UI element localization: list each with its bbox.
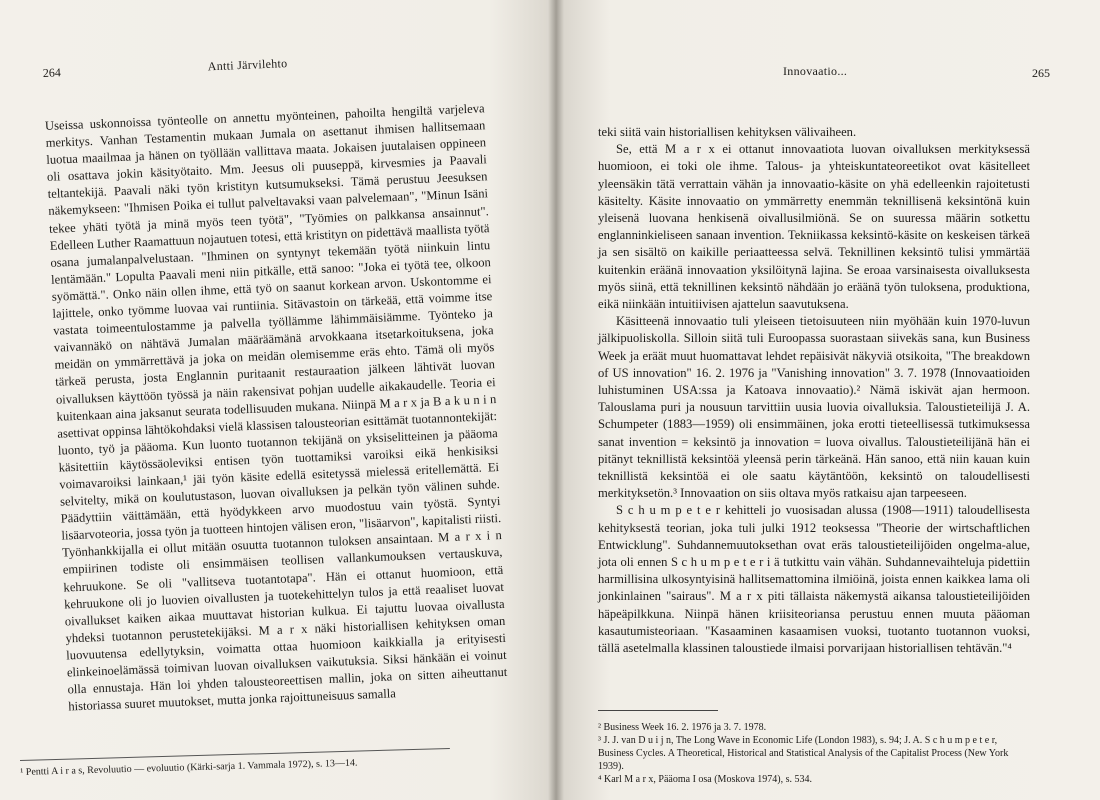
left-page-content — [42, 34, 508, 715]
left-footnote: ¹ Pentti A i r a s, Revoluutio — evoluutio (Kärki-sarja 1. Vammala 1972), s. 13—14. — [20, 748, 450, 778]
right-paragraph-2: Se, että M a r x ei ottanut innovaatiota luovan oivalluksen merkityksessä huomioon, ei toki ole ihme. Talous- ja yhteiskuntateoreetikot ovat käsitelleet yleensäkin tätä verrattain vähän ja innovaatio-käsite on yhä edelleenkin rajoitetusti käsitelty. Käsite innovaatio on ymmärretty enemmän teknillisenä keksintönä kuin yleisenä luovana henkisenä oivallusilmiönä. Se on suuressa määrin sotkettu englanninkieliseen sanaan invention. Tekniikassa keksintö-käsite on keskeisen tärkeä ja sen sisältö on kaikille periaatteessa selvä. Teknillinen keksintö tulisi ymmärtää kuitenkin eräänä innovaation yksilöitynä lajina. Se eroaa varsinaisesta oivalluksesta myös siinä, että teknillinen keksintö nähdään jo eräänä työn tuloksena, produktiona, eikä niinkään intuitiivisen ajattelun saavutuksena. — [598, 142, 1030, 312]
footnote-3: ³ J. J. van D u i j n, The Long Wave in Economic Life (London 1983), s. 94; J. A. S c h u m p e t e r, Business Cycles. A Theoretical, Historical and Statistical Analysis of the Capitalist Process (New York 1939). — [598, 735, 1009, 772]
left-body-text — [45, 100, 509, 715]
footnote-rule — [598, 710, 718, 711]
right-paragraph-1: teki siitä vain historiallisen kehityksen välivaiheen. — [598, 125, 857, 139]
right-header-title: Innovaatio... — [783, 64, 848, 78]
footnote-2: ² Business Week 16. 2. 1976 ja 3. 7. 1978. — [598, 722, 767, 733]
right-page — [556, 0, 1100, 800]
left-running-head — [42, 34, 483, 80]
left-paragraph: Useissa uskonnoissa työnteolle on annettu myönteinen, pahoilta hengiltä varjeleva merkitys. Vanhan Testamentin mukaan Jumala on asettanut ihmisen hallitsemaan luotua maailmaa ja hänen on työllään vallittava maata. Jokaisen juutalaisen oppineen oli osattava jokin käsityötaito. Mm. Jeesus oli puuseppä, kirvesmies ja Paavali teltantekijä. Paavali näki työn kristityn kutsumukseksi. Tämä perustuu Jeesuksen näkemykseen: "Ihmisen Poika ei tullut palveltavaksi vaan palvelemaan", "Minun Isäni tekee yhäti työtä ja minä myös teen työtä", "Työmies on palkkansa ansainnut". Edelleen Luther Raamattuun nojautuen totesi, että kristityn on pidettävä maallista työtä osana jumalanpalvelustaan. "Ihminen on syntynyt tekemään työtä niinkuin lintu lentämään." Lopulta Paavali meni niin pitkälle, että sanoo: "Joka ei työtä tee, olkoon syömättä.". Onko näin ollen ihme, että työ on saanut korkean arvon. Uskontomme ei lajittele, onko työmme luovaa vai runtiinia. Sitävastoin on tärkeää, että voimme itse vastata toimeentulostamme ja palvella työllämme lähimmäisiämme. Työnteko ja vaivannäkö on nähtävä Jumalan määräämänä arvokkaana itsetarkoituksena, joka meidän on ymmärrettävä ja joka on meidän olemisemme eräs ehto. Tämä oli myös tärkeä perusta, josta Englannin puritaanit restauraation jälkeen lähtivät luovan oivalluksen käyttöön työssä ja näin rakensivat pohjan uudelle aikakaudelle. Teoria ei kuitenkaan aina jaksanut seurata todellisuuden mukana. Niinpä M a r x ja B a k u n i n asettivat oppinsa lähtökohdaksi vielä klassisen talousteorian esittämät tuotannontekijät: luonto, työ ja pääoma. Kun luonto tuotannon tekijänä on yksiselitteinen ja pääoma käsitettiin käytössäoleviksi entisen työn tuottamiksi varoiksi eikä henkisiksi voimavaroiksi lainkaan,¹ jäi työn käsite edellä esitetyssä mielessä eritellemättä. Ei selvitelty, mikä on koulutustason, luovan oivalluksen ja pelkän työn välinen suhde. Päädyttiin väittämään, että hyödykkeen arvo muodostuu vain työstä. Syntyi lisäarvoteoria, jossa työn ja tuotteen hintojen välisen eron, "lisäarvon", kapitalisti riisti. Työnhankkijalla ei ollut mitään osuutta tuotannon tuloksen ansaintaan. M a r x i n empiirinen todiste oli ensimmäisen teollisen vallankumouksen vertauskuva, kehruukone. Se oli "vallitseva tuotantotapa". Hän ei ottanut huomioon, että kehruukone oli jo luovien oivallusten ja tuotekehittelyn tulos ja että reaaliset luovat oivallukset kaiken aikaa muuttavat historian kulkua. Ei tajuttu luovaa oivallusta yhdeksi tuotannon perustetekijäksi. M a r x näki historiallisen kehityksen oman luovuutensa edellytyksin, voimatta ottaa huomioon kaikkialla ja erityisesti elinkeinoelämässä toimivan luovan oivalluksen vaikutuksia. Siksi hänkään ei voinut olla ennustaja. Hän loi yhden talousteoreettisen mallin, joka on sitten aiheuttanut historiassa suuret muutokset, mutta jonka rajoittuneisuus samalla — [44, 101, 508, 714]
right-paragraph-4: S c h u m p e t e r kehitteli jo vuosisadan alussa (1908—1911) taloudellisesta kehityksestä teorian, joka tuli julki 1912 teoksessa "Theorie der wirtschaftlichen Entwicklung". Suhdannemuutoksethan ovat eräs taloustieteilijöiden ongelma-alue, jota oli ennen S c h u m p e t e r i ä tutkittu vain vähän. Suhdannevaihteluja pidettiin harmillisina ulkosyntyisinä hallitsemattomina ilmiöinä, joista ennen kaikkea lama oli jonkinlainen "sairaus". M a r x piti tällaista näkemystä aikansa taloustieteilijöiden häpeäpilkkuna. Niinpä hänen kriisiteoriansa perustuu ennen muuta pääoman kasautumisteoriaan. "Kasaaminen kasaamisen vuoksi, tuotanto tuotannon vuoksi, tällä asetelmalla klassinen taloustiede ilmaisi porvarijaan historiallisen tehtävän."⁴ — [598, 503, 1030, 656]
footnote-4: ⁴ Karl M a r x, Pääoma I osa (Moskova 1974), s. 534. — [598, 774, 813, 785]
right-paragraph-3: Käsitteenä innovaatio tuli yleiseen tietoisuuteen niin myöhään kuin 1970-luvun jälkipuoliskolla. Silloin siitä tuli Euroopassa suorastaan siivekäs sana, kun Business Week ja eräät muut huomattavat lehdet repäisivät näkyviä otsikoita, "The breakdown of US innovation" 16. 2. 1976 ja "Vanishing innovation" 3. 7. 1978 (Innovaatioiden luhistuminen USA:ssa ja Katoava innovaatio).² Nämä iskivät ajan hermoon. Talouslama puri ja nousuun tarvittiin uusia luovia oivalluksia. Taloustieteilijä J. A. Schumpeter (1883—1959) oli ensimmäinen, joka erotti tieteellisessä tutkimuksessa sanat invention = keksintö ja innovation = luova oivallus. Taloustieteilijänä hän ei pitänyt teknillistä keksintöä yleensä perin tärkeänä. Hän sanoo, että niin kauan kuin teknillistä keksintöä ei ole saatu käytäntöön, keksintö on taloudellisesti merkityksetön.³ Innovaation on siis oltava myös ratkaisu ajan tarpeeseen. — [598, 314, 1030, 501]
right-footnotes — [598, 710, 1030, 786]
right-page-number: 265 — [1032, 66, 1050, 80]
left-page-number: 264 — [42, 65, 62, 80]
left-header-author: Antti Järvilehto — [207, 56, 288, 74]
right-body-text — [598, 124, 1030, 657]
